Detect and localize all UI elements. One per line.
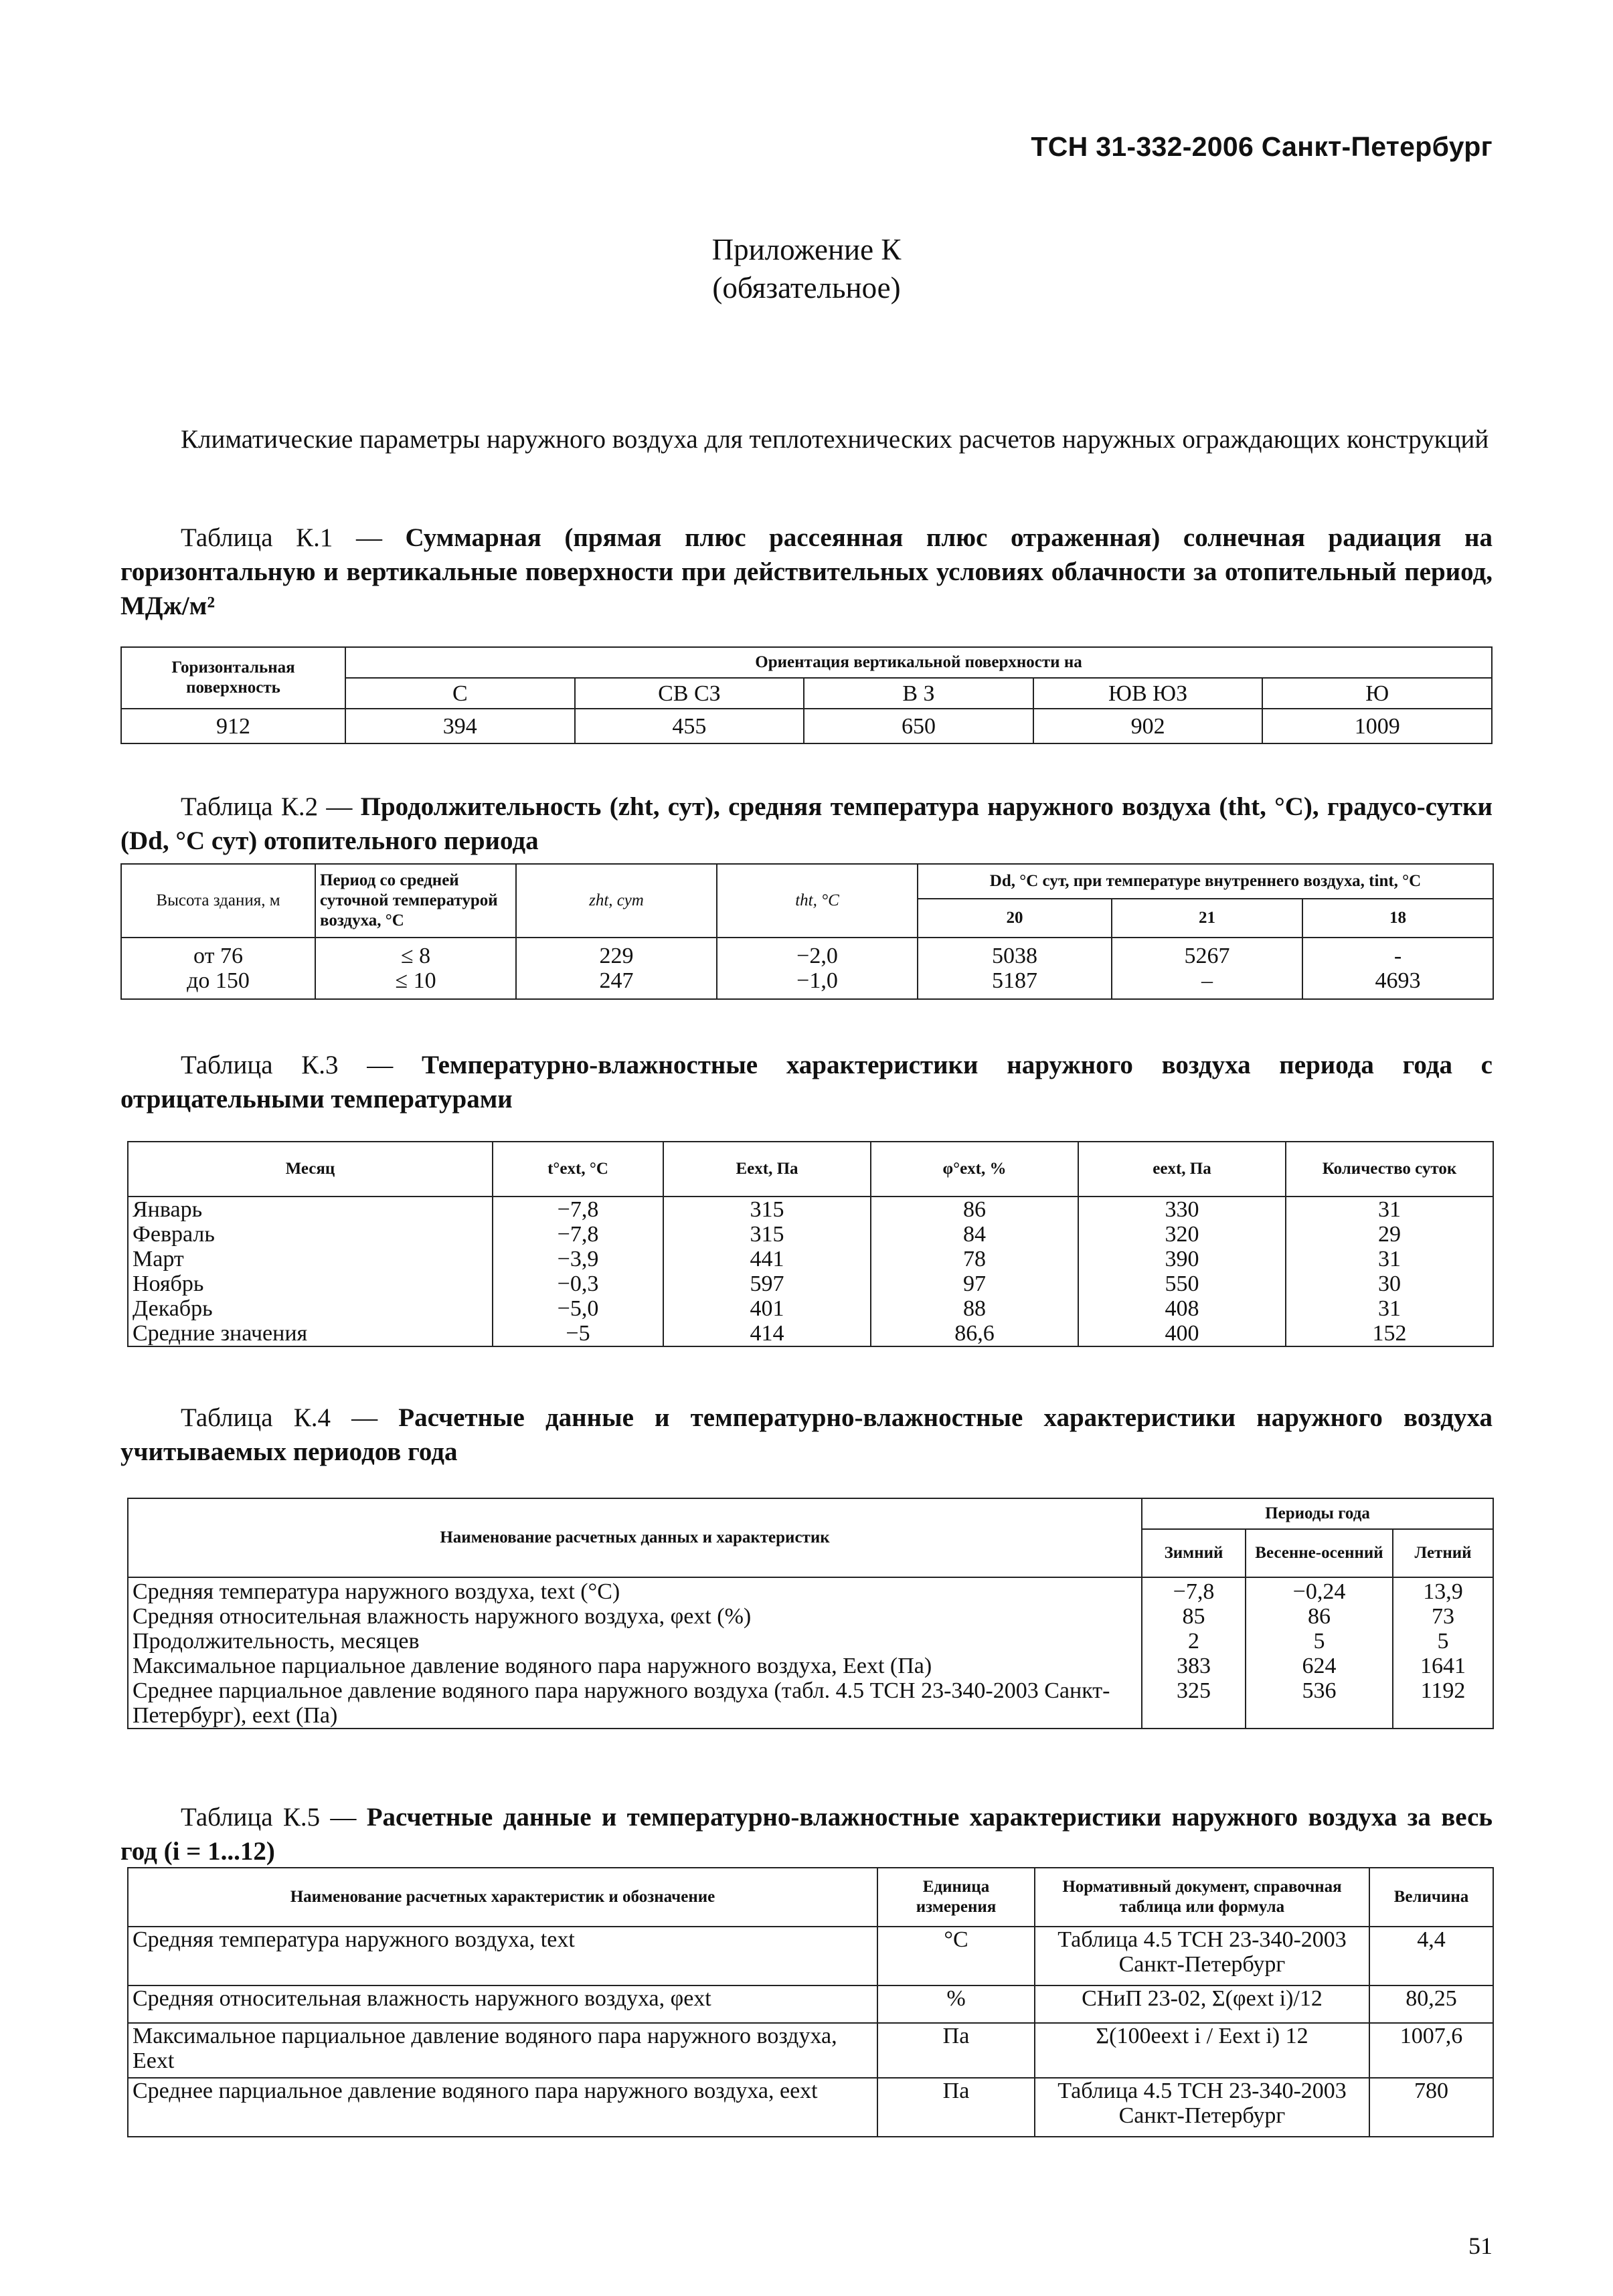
table4-col-summer: Летний (1393, 1529, 1493, 1577)
table3-cell: 315 (750, 1197, 784, 1222)
table2-d20-value: 5038 (992, 944, 1037, 968)
table4-winter-col (1142, 1577, 1246, 1729)
table4-col-winter: Зимний (1142, 1529, 1246, 1577)
table4-spring-col (1246, 1577, 1393, 1729)
table2-t-cell (717, 938, 918, 999)
table2-d20-cell (918, 938, 1112, 999)
table5-col-source: Нормативный документ, справочная таблица или формула (1035, 1868, 1369, 1927)
table3-eext-col (1078, 1197, 1286, 1346)
table4-cell: 85 (1182, 1604, 1205, 1629)
appendix-heading (0, 231, 1613, 307)
table4-cell: 13,9 (1423, 1579, 1463, 1604)
table4-names-col (128, 1577, 1142, 1729)
table5-col-name: Наименование расчетных характеристик и обозначение (128, 1868, 877, 1927)
page-number: 51 (1468, 2232, 1493, 2259)
table3-cell: 401 (750, 1296, 784, 1321)
table3-cell: 597 (750, 1271, 784, 1296)
table5-caption (120, 1800, 1493, 1868)
table3-t-col (493, 1197, 663, 1346)
table3-cell: 29 (1378, 1222, 1401, 1247)
table3-col-days: Количество суток (1286, 1142, 1493, 1197)
table3-prefix: Таблица К.3 — (181, 1051, 422, 1079)
table4-cell: 73 (1432, 1604, 1455, 1629)
table1 (120, 646, 1493, 744)
table4-summer-col (1393, 1577, 1493, 1729)
table3-cell: 84 (963, 1222, 986, 1247)
table3-cell: 31 (1378, 1197, 1401, 1222)
table3-cell: Средние значения (133, 1321, 308, 1346)
table1-col-group: Ориентация вертикальной поверхности на (345, 647, 1492, 678)
table3-col-phi: φ°ext, % (871, 1142, 1078, 1197)
table2-d18-cell (1302, 938, 1493, 999)
table2-height-from: от 76 (193, 944, 243, 968)
intro-paragraph: Климатические параметры наружного воздуха для теплотехнических расчетов наружных ограждающих конструкций (181, 425, 1489, 454)
table3-cell: Декабрь (133, 1296, 213, 1321)
table4-cell: 383 (1177, 1654, 1211, 1678)
table5-row-unit: Па (877, 2078, 1035, 2137)
table4-caption (120, 1401, 1493, 1469)
table3-month-col (128, 1197, 493, 1346)
table2-z-value: 247 (599, 968, 634, 993)
table4-cell: 1192 (1420, 1678, 1466, 1703)
table2-d21-value: 5267 (1184, 944, 1230, 968)
table2-height-to: до 150 (187, 968, 250, 993)
table5-row-source: Таблица 4.5 ТСН 23-340-2003 Санкт-Петербург (1035, 1927, 1369, 1985)
table5-prefix: Таблица К.5 — (181, 1803, 367, 1832)
table4-col-spring-autumn: Весенне-осенний (1246, 1529, 1393, 1577)
table1-col-horizontal: Горизонтальная поверхность (121, 647, 345, 709)
table3-cell: 408 (1165, 1296, 1199, 1321)
table3-cell: −5 (566, 1321, 590, 1346)
table5-row-value: 4,4 (1369, 1927, 1493, 1985)
table3-cell: 330 (1165, 1197, 1199, 1222)
table3-cell: 400 (1165, 1321, 1199, 1346)
table2-col-dd-20: 20 (918, 899, 1112, 938)
table1-cell: 394 (345, 709, 575, 743)
table3-caption (120, 1048, 1493, 1116)
table4-col-group: Периоды года (1142, 1498, 1493, 1529)
table5-col-unit: Единица измерения (877, 1868, 1035, 1927)
table1-caption (120, 521, 1493, 623)
table5-row-source: Таблица 4.5 ТСН 23-340-2003 Санкт-Петербург (1035, 2078, 1369, 2137)
table4-cell: 86 (1308, 1604, 1331, 1629)
table4-row-name: Среднее парциальное давление водяного пара наружного воздуха (табл. 4.5 ТСН 23-340-2003 Санкт-Петербург), eext (Па) (133, 1678, 1110, 1728)
table3-cell: −3,9 (557, 1247, 599, 1271)
table3-cell: 31 (1378, 1296, 1401, 1321)
table2-z-cell (516, 938, 717, 999)
table2-caption (120, 790, 1493, 858)
table5-row-unit: % (877, 1985, 1035, 2023)
table4-caption-text: Расчетные данные и температурно-влажностные характеристики наружного воздуха учитываемых периодов года (120, 1403, 1493, 1466)
table3-col-t: t°ext, °С (493, 1142, 663, 1197)
table2-d20-value: 5187 (992, 968, 1037, 993)
table2-col-height: Высота здания, м (121, 864, 315, 938)
table2-col-dd-21: 21 (1112, 899, 1302, 938)
table3-cell: Февраль (133, 1222, 215, 1247)
table3-col-e: Eext, Па (663, 1142, 871, 1197)
table1-col-s: С (345, 678, 575, 709)
table5-row-source: СНиП 23-02, Σ(φext i)/12 (1035, 1985, 1369, 2023)
table5-row-name: Среднее парциальное давление водяного пара наружного воздуха, eext (128, 2078, 877, 2137)
document-id: ТСН 31-332-2006 Санкт-Петербург (1031, 131, 1493, 162)
table3-cell: −7,8 (557, 1197, 599, 1222)
table4-row-name: Максимальное парциальное давление водяного пара наружного воздуха, Eext (Па) (133, 1654, 932, 1678)
table1-col-yu: Ю (1262, 678, 1492, 709)
table3-cell: 31 (1378, 1247, 1401, 1271)
table3-cell: 88 (963, 1296, 986, 1321)
table2-col-t: tht, °С (717, 864, 918, 938)
table2-z-value: 229 (599, 944, 634, 968)
table5-row-value: 1007,6 (1369, 2023, 1493, 2078)
table4-prefix: Таблица К.4 — (181, 1403, 399, 1432)
table4-cell: 624 (1302, 1654, 1337, 1678)
table3-cell: −0,3 (557, 1271, 599, 1296)
table3-cell: 320 (1165, 1222, 1199, 1247)
table3-cell: 86 (963, 1197, 986, 1222)
table2-t-value: −1,0 (796, 968, 838, 993)
table1-col-sv-sz: СВ СЗ (575, 678, 804, 709)
table3-days-col (1286, 1197, 1493, 1346)
table4-cell: −0,24 (1292, 1579, 1346, 1604)
table1-col-yuv-yuz: ЮВ ЮЗ (1033, 678, 1263, 709)
table2-d21-value: – (1201, 968, 1213, 993)
table3-cell: 390 (1165, 1247, 1199, 1271)
table5-row-name: Максимальное парциальное давление водяного пара наружного воздуха, Eext (128, 2023, 877, 2078)
table2-period-8: ≤ 8 (400, 944, 431, 968)
table4-col-name: Наименование расчетных данных и характеристик (128, 1498, 1142, 1577)
table3-cell: 414 (750, 1321, 784, 1346)
table4 (127, 1498, 1494, 1729)
table2-d21-cell (1112, 938, 1302, 999)
table5-row-unit: °С (877, 1927, 1035, 1985)
table3-cell: Март (133, 1247, 184, 1271)
table1-col-v-z: В З (804, 678, 1033, 709)
table2-d18-value: 4693 (1375, 968, 1421, 993)
table4-row-name: Продолжительность, месяцев (133, 1629, 420, 1654)
table3-cell: 30 (1378, 1271, 1401, 1296)
table1-caption-text: Суммарная (прямая плюс рассеянная плюс отраженная) солнечная радиация на горизонтальную и вертикальные поверхности при действительных условиях облачности за отопительный период, МДж/м² (120, 523, 1493, 620)
appendix-title: Приложение К (711, 233, 902, 266)
table5-row-source: Σ(100eext i / Eext i) 12 (1035, 2023, 1369, 2078)
table2-d18-value: - (1393, 944, 1402, 968)
table2-height-value (121, 938, 315, 999)
table3-cell: 86,6 (954, 1321, 995, 1346)
table3-cell: −5,0 (557, 1296, 599, 1321)
table5-row-value: 80,25 (1369, 1985, 1493, 2023)
table2-period-10: ≤ 10 (395, 968, 436, 993)
table2-col-dd-18: 18 (1302, 899, 1493, 938)
table3-cell: Январь (133, 1197, 203, 1222)
table2-caption-text: Продолжительность (zht, сут), средняя температура наружного воздуха (tht, °С), градусо-сутки (Dd, °С сут) отопительного периода (120, 792, 1493, 855)
table1-cell: 455 (575, 709, 804, 743)
table3-e-col (663, 1197, 871, 1346)
table4-cell: 325 (1177, 1678, 1211, 1703)
table3-cell: Ноябрь (133, 1271, 204, 1296)
table2-t-value: −2,0 (796, 944, 838, 968)
table3-cell: 315 (750, 1222, 784, 1247)
table1-cell: 902 (1033, 709, 1263, 743)
table2-prefix: Таблица К.2 — (181, 792, 361, 821)
table3-col-eext: eext, Па (1078, 1142, 1286, 1197)
table1-cell: 1009 (1262, 709, 1492, 743)
table3-caption-text: Температурно-влажностные характеристики наружного воздуха периода года с отрицательными температурами (120, 1051, 1493, 1114)
table4-cell: 2 (1188, 1629, 1199, 1654)
table3 (127, 1141, 1494, 1347)
table5 (127, 1867, 1494, 2137)
table5-row-value: 780 (1369, 2078, 1493, 2137)
table4-cell: −7,8 (1173, 1579, 1215, 1604)
table3-col-month: Месяц (128, 1142, 493, 1197)
table2 (120, 863, 1494, 1000)
table4-row-name: Средняя температура наружного воздуха, text (°С) (133, 1579, 620, 1604)
table5-row-name: Средняя температура наружного воздуха, text (128, 1927, 877, 1985)
table1-cell: 912 (121, 709, 345, 743)
table4-row-name: Средняя относительная влажность наружного воздуха, φext (%) (133, 1604, 752, 1629)
table3-cell: −7,8 (557, 1222, 599, 1247)
table5-row-unit: Па (877, 2023, 1035, 2078)
table3-cell: 550 (1165, 1271, 1199, 1296)
table3-cell: 97 (963, 1271, 986, 1296)
table2-col-period: Период со средней суточной температурой воздуха, °С (315, 864, 516, 938)
table5-col-value: Величина (1369, 1868, 1493, 1927)
table5-row-name: Средняя относительная влажность наружного воздуха, φext (128, 1985, 877, 2023)
table1-cell: 650 (804, 709, 1033, 743)
table2-period-cell (315, 938, 516, 999)
table4-cell: 5 (1313, 1629, 1325, 1654)
appendix-subtitle: (обязательное) (712, 271, 901, 304)
table1-prefix: Таблица К.1 — (181, 523, 406, 552)
table3-cell: 78 (963, 1247, 986, 1271)
table5-caption-text: Расчетные данные и температурно-влажностные характеристики наружного воздуха за весь год (i = 1...12) (120, 1803, 1493, 1866)
table4-cell: 5 (1437, 1629, 1449, 1654)
table2-col-z: zht, сут (516, 864, 717, 938)
table4-cell: 1641 (1420, 1654, 1466, 1678)
table4-cell: 536 (1302, 1678, 1337, 1703)
table3-phi-col (871, 1197, 1078, 1346)
table3-cell: 152 (1372, 1321, 1407, 1346)
table2-col-dd: Dd, °С сут, при температуре внутреннего воздуха, tint, °С (918, 864, 1493, 899)
table3-cell: 441 (750, 1247, 784, 1271)
